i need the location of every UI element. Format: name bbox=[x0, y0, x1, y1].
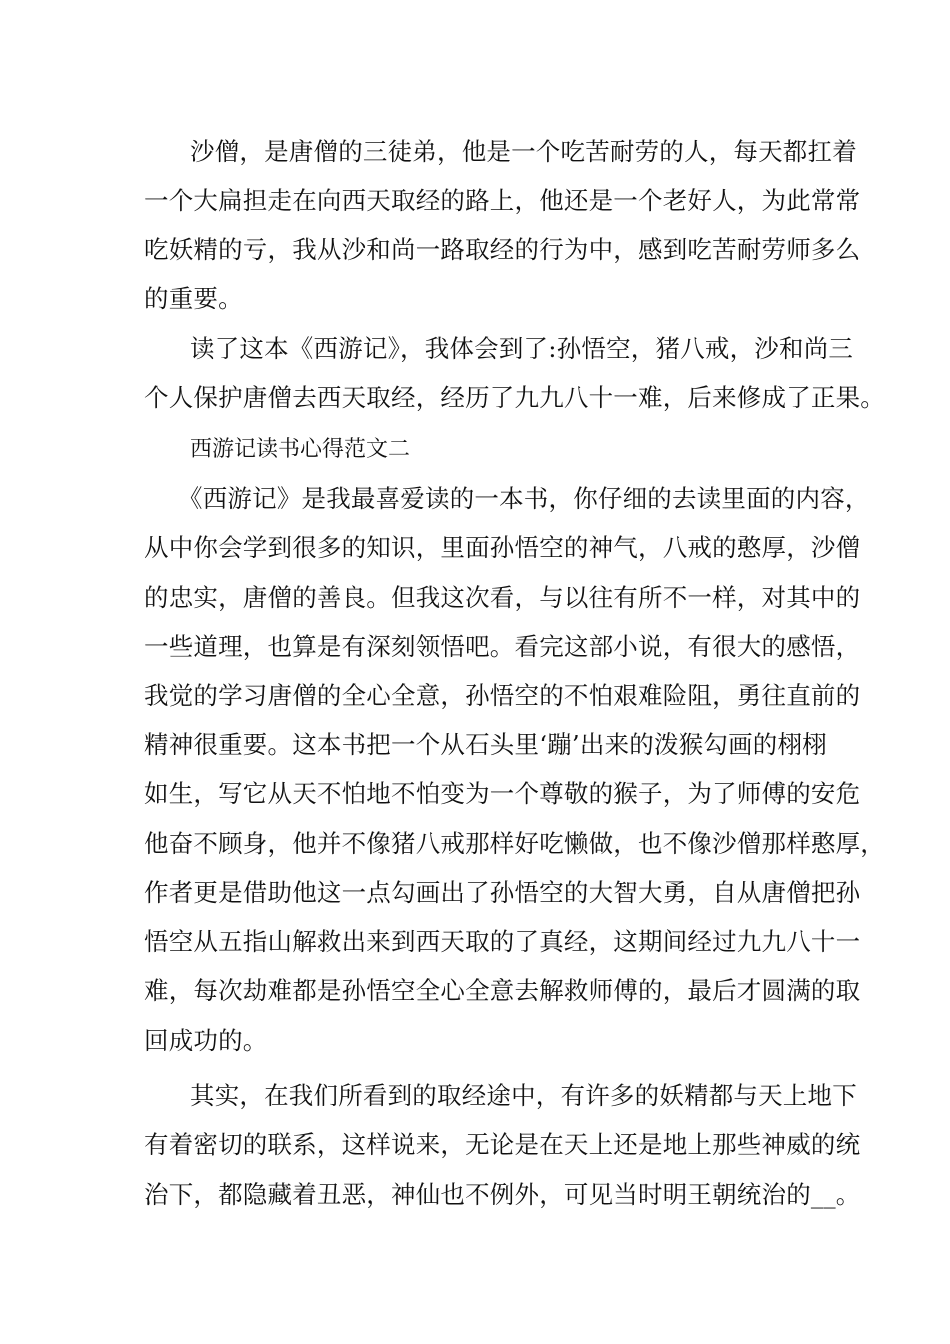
paragraph-3-line-10: 悟空从五指山解救出来到西天取的了真经，这期间经过九九八十一 bbox=[144, 927, 861, 956]
paragraph-1-line-1: 沙僧，是唐僧的三徒弟，他是一个吃苦耐劳的人，每天都扛着 bbox=[190, 137, 857, 166]
paragraph-3-line-5: 我觉的学习唐僧的全心全意，孙悟空的不怕艰难险阻，勇往直前的 bbox=[144, 681, 861, 710]
paragraph-3-line-9: 作者更是借助他这一点勾画出了孙悟空的大智大勇，自从唐僧把孙 bbox=[144, 878, 861, 907]
paragraph-3-line-4: 一些道理，也算是有深刻领悟吧。看完这部小说，有很大的感悟， bbox=[144, 632, 861, 661]
paragraph-3-line-8: 他奋不顾身，他并不像猪八戒那样好吃懒做，也不像沙僧那样憨厚， bbox=[144, 829, 885, 858]
paragraph-3-line-6: 精神很重要。这本书把一个从石头里‘蹦’出来的泼猴勾画的栩栩 bbox=[144, 730, 827, 759]
paragraph-4-line-1: 其实，在我们所看到的取经途中，有许多的妖精都与天上地下 bbox=[190, 1081, 857, 1110]
paragraph-4-line-2: 有着密切的联系，这样说来，无论是在天上还是地上那些神威的统 bbox=[144, 1130, 861, 1159]
paragraph-2-line-1: 读了这本《西游记》，我体会到了:孙悟空，猪八戒，沙和尚三 bbox=[190, 334, 854, 363]
section-heading: 西游记读书心得范文二 bbox=[190, 437, 411, 462]
paragraph-3-line-1: 《西游记》是我最喜爱读的一本书，你仔细的去读里面的内容， bbox=[178, 484, 870, 513]
paragraph-4-line-3: 治下，都隐藏着丑恶，神仙也不例外，可见当时明王朝统治的__。 bbox=[144, 1180, 861, 1209]
paragraph-3-line-2: 从中你会学到很多的知识，里面孙悟空的神气，八戒的憨厚，沙僧 bbox=[144, 533, 861, 562]
paragraph-1-line-3: 吃妖精的亏，我从沙和尚一路取经的行为中，感到吃苦耐劳师多么 bbox=[144, 235, 861, 264]
paragraph-1-line-4: 的重要。 bbox=[144, 284, 243, 313]
paragraph-3-line-11: 难，每次劫难都是孙悟空全心全意去解救师傅的，最后才圆满的取 bbox=[144, 976, 861, 1005]
paragraph-3-line-7: 如生，写它从天不怕地不怕变为一个尊敬的猴子，为了师傅的安危 bbox=[144, 779, 861, 808]
paragraph-2-line-2: 个人保护唐僧去西天取经，经历了九九八十一难，后来修成了正果。 bbox=[144, 383, 885, 412]
paragraph-1-line-2: 一个大扁担走在向西天取经的路上，他还是一个老好人，为此常常 bbox=[144, 186, 861, 215]
paragraph-3-line-3: 的忠实，唐僧的善良。但我这次看，与以往有所不一样，对其中的 bbox=[144, 583, 861, 612]
paragraph-3-line-12: 回成功的。 bbox=[144, 1026, 268, 1055]
